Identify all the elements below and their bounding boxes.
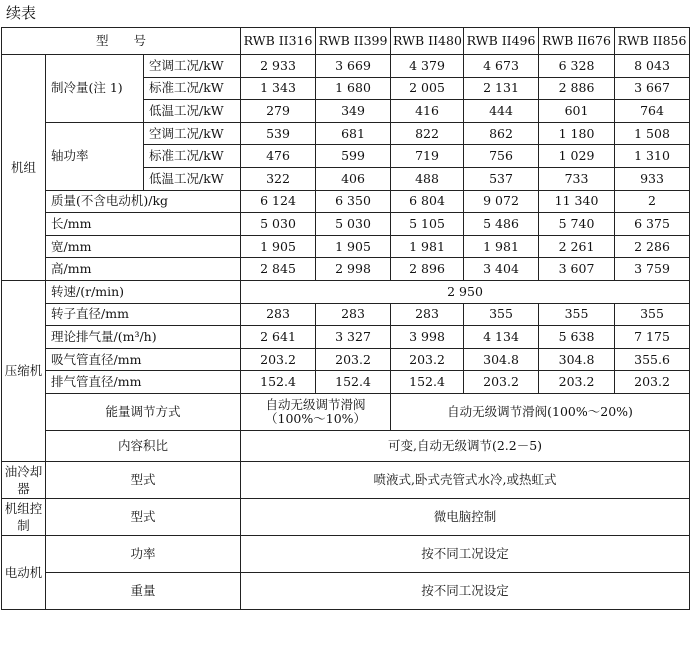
value-cell: 539 [241, 122, 316, 145]
value-cell: 5 486 [464, 213, 539, 236]
header-row [2, 28, 690, 55]
condition-label: 低温工况/kW [144, 100, 241, 123]
value-cell: 1 905 [316, 235, 391, 258]
value-cell: 764 [615, 100, 690, 123]
value-cell: 4 379 [391, 55, 464, 78]
value-cell: 406 [316, 167, 391, 190]
value-cell: 476 [241, 145, 316, 168]
table-row [2, 235, 690, 258]
table-row [2, 393, 690, 430]
table-row [2, 348, 690, 371]
row-label: 长/mm [46, 213, 241, 236]
value-cell: 304.8 [539, 348, 615, 371]
value-cell: 733 [539, 167, 615, 190]
table-row [2, 535, 690, 572]
value-cell: 2 998 [316, 258, 391, 281]
value-cell: 4 134 [464, 326, 539, 349]
value-cell: 203.2 [316, 348, 391, 371]
oil-cooler-group-label: 油冷却器 [2, 461, 46, 498]
value-cell: 自动无级调节滑阀(100%～20%) [391, 393, 690, 430]
value-cell: 2 261 [539, 235, 615, 258]
value-cell: 11 340 [539, 190, 615, 213]
value-cell: 1 508 [615, 122, 690, 145]
value-cell: 6 124 [241, 190, 316, 213]
row-label: 理论排气量/(m³/h) [46, 326, 241, 349]
table-row [2, 303, 690, 326]
value-cell: 2 845 [241, 258, 316, 281]
value-cell: 2 896 [391, 258, 464, 281]
value-cell: 152.4 [316, 371, 391, 394]
row-label: 排气管直径/mm [46, 371, 241, 394]
value-cell: 681 [316, 122, 391, 145]
value-cell: 203.2 [464, 371, 539, 394]
row-label: 内容积比 [46, 430, 241, 461]
value-cell: 4 673 [464, 55, 539, 78]
compressor-group-label: 压缩机 [2, 280, 46, 461]
value-cell: 203.2 [539, 371, 615, 394]
value-cell: 3 607 [539, 258, 615, 281]
condition-label: 标准工况/kW [144, 145, 241, 168]
table-row [2, 572, 690, 609]
value-cell: 1 310 [615, 145, 690, 168]
value-cell: 9 072 [464, 190, 539, 213]
value-cell: 1 343 [241, 77, 316, 100]
value-cell: 3 998 [391, 326, 464, 349]
table-row [2, 258, 690, 281]
value-cell: 按不同工况设定 [241, 572, 690, 609]
value-cell: 2 950 [241, 280, 690, 303]
value-cell: 3 327 [316, 326, 391, 349]
value-cell: 5 030 [241, 213, 316, 236]
value-cell: 2 286 [615, 235, 690, 258]
value-cell: 5 638 [539, 326, 615, 349]
value-cell: 822 [391, 122, 464, 145]
value-cell: 444 [464, 100, 539, 123]
value-cell: 2 005 [391, 77, 464, 100]
model-header: RWB II316 [241, 28, 316, 55]
model-header: RWB II480 [391, 28, 464, 55]
value-cell: 6 375 [615, 213, 690, 236]
table-row [2, 280, 690, 303]
value-cell: 1 905 [241, 235, 316, 258]
control-group-label: 机组控制 [2, 498, 46, 535]
table-row [2, 190, 690, 213]
value-cell: 6 328 [539, 55, 615, 78]
value-cell: 6 350 [316, 190, 391, 213]
value-cell: 5 740 [539, 213, 615, 236]
value-cell: 203.2 [391, 348, 464, 371]
type-header: 型 号 [2, 28, 241, 55]
condition-label: 空调工况/kW [144, 122, 241, 145]
table-row [2, 461, 690, 498]
value-cell: 3 667 [615, 77, 690, 100]
value-cell: 微电脑控制 [241, 498, 690, 535]
value-cell: 599 [316, 145, 391, 168]
value-cell: 488 [391, 167, 464, 190]
value-cell: 349 [316, 100, 391, 123]
value-cell: 2 131 [464, 77, 539, 100]
unit-group-label: 机组 [2, 55, 46, 281]
motor-group-label: 电动机 [2, 535, 46, 609]
value-cell: 1 680 [316, 77, 391, 100]
value-cell: 283 [241, 303, 316, 326]
table-row [2, 213, 690, 236]
model-header: RWB II856 [615, 28, 690, 55]
table-row [2, 371, 690, 394]
table-caption: 续表 [6, 4, 37, 22]
value-cell: 8 043 [615, 55, 690, 78]
table-row [2, 122, 690, 145]
table-row [2, 55, 690, 78]
value-cell: 可变,自动无级调节(2.2－5) [241, 430, 690, 461]
value-cell: 5 105 [391, 213, 464, 236]
value-cell: 按不同工况设定 [241, 535, 690, 572]
value-cell: 1 981 [391, 235, 464, 258]
value-cell: 2 933 [241, 55, 316, 78]
condition-label: 标准工况/kW [144, 77, 241, 100]
model-header: RWB II676 [539, 28, 615, 55]
value-cell: 6 804 [391, 190, 464, 213]
row-label: 重量 [46, 572, 241, 609]
value-cell: 152.4 [391, 371, 464, 394]
table-row [2, 498, 690, 535]
value-cell: 304.8 [464, 348, 539, 371]
row-label: 宽/mm [46, 235, 241, 258]
model-header: RWB II496 [464, 28, 539, 55]
value-cell: 601 [539, 100, 615, 123]
value-cell: 862 [464, 122, 539, 145]
table-row [2, 326, 690, 349]
value-cell: 自动无级调节滑阀（100%～10%） [241, 393, 391, 430]
value-cell: 1 981 [464, 235, 539, 258]
row-label: 转子直径/mm [46, 303, 241, 326]
value-cell: 355 [539, 303, 615, 326]
value-cell: 3 404 [464, 258, 539, 281]
row-label: 吸气管直径/mm [46, 348, 241, 371]
condition-label: 空调工况/kW [144, 55, 241, 78]
value-cell: 355.6 [615, 348, 690, 371]
value-cell: 203.2 [241, 348, 316, 371]
row-label: 型式 [46, 498, 241, 535]
row-label: 型式 [46, 461, 241, 498]
value-cell: 7 175 [615, 326, 690, 349]
cooling-label: 制冷量(注 1) [46, 55, 144, 123]
value-cell: 355 [464, 303, 539, 326]
value-cell: 756 [464, 145, 539, 168]
value-cell: 537 [464, 167, 539, 190]
specs-table [1, 27, 690, 610]
row-label: 质量(不含电动机)/kg [46, 190, 241, 213]
row-label: 转速/(r/min) [46, 280, 241, 303]
value-cell: 355 [615, 303, 690, 326]
value-cell: 152.4 [241, 371, 316, 394]
value-cell: 283 [316, 303, 391, 326]
row-label: 能量调节方式 [46, 393, 241, 430]
condition-label: 低温工况/kW [144, 167, 241, 190]
row-label: 功率 [46, 535, 241, 572]
value-cell: 3 669 [316, 55, 391, 78]
value-cell: 2 886 [539, 77, 615, 100]
table-row [2, 430, 690, 461]
value-cell: 279 [241, 100, 316, 123]
value-cell: 5 030 [316, 213, 391, 236]
value-cell: 283 [391, 303, 464, 326]
value-cell: 喷液式,卧式壳管式水冷,或热虹式 [241, 461, 690, 498]
value-cell: 1 180 [539, 122, 615, 145]
value-cell: 203.2 [615, 371, 690, 394]
value-cell: 1 029 [539, 145, 615, 168]
value-cell: 3 759 [615, 258, 690, 281]
value-cell: 2 641 [241, 326, 316, 349]
value-cell: 933 [615, 167, 690, 190]
row-label: 高/mm [46, 258, 241, 281]
shaft-power-label: 轴功率 [46, 122, 144, 190]
value-cell: 719 [391, 145, 464, 168]
model-header: RWB II399 [316, 28, 391, 55]
value-cell: 322 [241, 167, 316, 190]
value-cell: 416 [391, 100, 464, 123]
value-cell: 2 [615, 190, 690, 213]
